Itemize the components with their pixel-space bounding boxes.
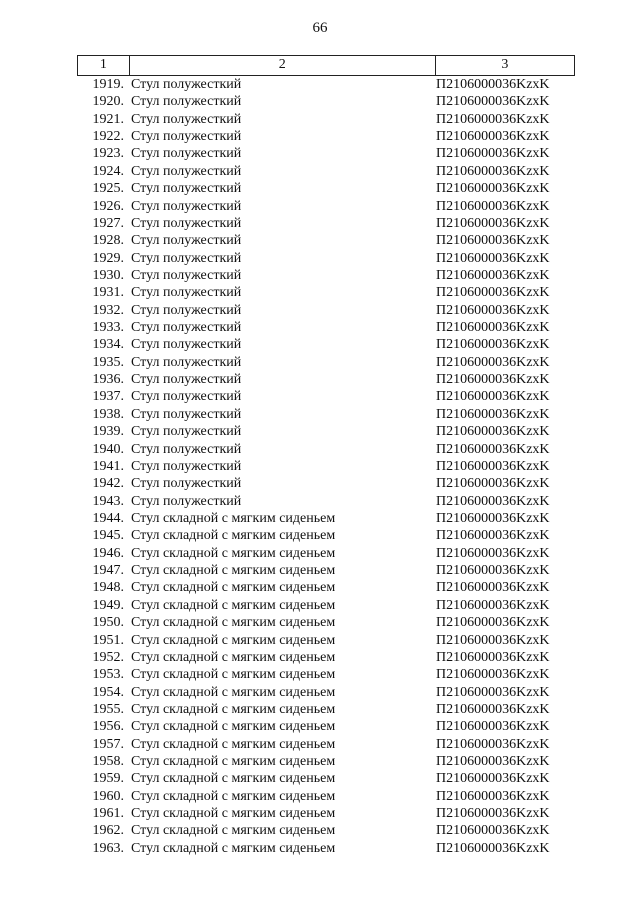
row-number: 1953. [92,667,124,683]
table-row [77,614,575,631]
row-number: 1928. [92,233,124,249]
table-row [77,371,575,388]
table-row [77,128,575,145]
row-number: 1926. [92,198,124,214]
inventory-code: П2106000036KzxK [436,563,550,579]
inventory-code: П2106000036KzxK [436,198,550,214]
table-row [77,666,575,683]
row-number: 1947. [92,563,124,579]
row-number: 1932. [92,302,124,318]
inventory-code: П2106000036KzxK [436,788,550,804]
table-row [77,388,575,405]
row-number: 1941. [92,458,124,474]
inventory-code: П2106000036KzxK [436,129,550,145]
item-name: Стул складной с мягким сиденьем [131,649,336,665]
inventory-code: П2106000036KzxK [436,736,550,752]
table-row [77,788,575,805]
table-row [77,579,575,596]
inventory-code: П2106000036KzxK [436,528,550,544]
inventory-code: П2106000036KzxK [436,615,550,631]
table-row [77,180,575,197]
inventory-code: П2106000036KzxK [436,597,550,613]
inventory-code: П2106000036KzxK [436,806,550,822]
row-number: 1957. [92,736,124,752]
item-name: Стул складной с мягким сиденьем [131,667,336,683]
inventory-code: П2106000036KzxK [436,632,550,648]
table-row [77,545,575,562]
item-name: Стул полужесткий [131,337,242,353]
row-number: 1954. [92,684,124,700]
row-number: 1931. [92,285,124,301]
item-name: Стул складной с мягким сиденьем [131,632,336,648]
inventory-code: П2106000036KzxK [436,476,550,492]
item-name: Стул полужесткий [131,77,242,92]
row-number: 1921. [92,111,124,127]
inventory-code: П2106000036KzxK [436,320,550,336]
table-row [77,458,575,475]
table-row [77,354,575,371]
inventory-code: П2106000036KzxK [436,580,550,596]
row-number: 1919. [92,77,124,92]
table-row [77,753,575,770]
inventory-code: П2106000036KzxK [436,840,550,856]
row-number: 1956. [92,719,124,735]
item-name: Стул полужесткий [131,215,242,231]
inventory-code: П2106000036KzxK [436,684,550,700]
item-name: Стул складной с мягким сиденьем [131,615,336,631]
table-row [77,770,575,787]
table-row [77,736,575,753]
row-number: 1938. [92,406,124,422]
item-name: Стул складной с мягким сиденьем [131,771,336,787]
table-row [77,145,575,162]
item-name: Стул полужесткий [131,354,242,370]
table-row [77,840,575,857]
table-row [77,822,575,839]
inventory-code: П2106000036KzxK [436,701,550,717]
inventory-code: П2106000036KzxK [436,337,550,353]
item-name: Стул складной с мягким сиденьем [131,840,336,856]
table-row [77,597,575,614]
row-number: 1929. [92,250,124,266]
row-number: 1955. [92,701,124,717]
item-name: Стул полужесткий [131,389,242,405]
item-name: Стул полужесткий [131,250,242,266]
table-row [77,718,575,735]
table-row [77,510,575,527]
row-number: 1959. [92,771,124,787]
item-name: Стул складной с мягким сиденьем [131,563,336,579]
row-number: 1963. [92,840,124,856]
item-name: Стул полужесткий [131,146,242,162]
table-row [77,198,575,215]
row-number: 1951. [92,632,124,648]
inventory-code: П2106000036KzxK [436,649,550,665]
table-row [77,250,575,267]
table-row [77,163,575,180]
item-name: Стул складной с мягким сиденьем [131,806,336,822]
item-name: Стул полужесткий [131,285,242,301]
inventory-code: П2106000036KzxK [436,146,550,162]
row-number: 1949. [92,597,124,613]
inventory-code: П2106000036KzxK [436,77,550,92]
row-number: 1937. [92,389,124,405]
table-row [77,302,575,319]
item-name: Стул полужесткий [131,233,242,249]
table-row [77,475,575,492]
inventory-code: П2106000036KzxK [436,441,550,457]
item-name: Стул складной с мягким сиденьем [131,510,336,526]
table-row [77,232,575,249]
item-name: Стул складной с мягким сиденьем [131,597,336,613]
inventory-code: П2106000036KzxK [436,354,550,370]
item-name: Стул складной с мягким сиденьем [131,719,336,735]
inventory-code: П2106000036KzxK [436,424,550,440]
row-number: 1940. [92,441,124,457]
table-row [77,527,575,544]
table-row [77,649,575,666]
row-number: 1933. [92,320,124,336]
table-row [77,215,575,232]
item-name: Стул полужесткий [131,111,242,127]
item-name: Стул полужесткий [131,476,242,492]
table-row [77,93,575,110]
inventory-code: П2106000036KzxK [436,458,550,474]
item-name: Стул полужесткий [131,372,242,388]
row-number: 1944. [92,510,124,526]
inventory-code: П2106000036KzxK [436,233,550,249]
inventory-code: П2106000036KzxK [436,372,550,388]
item-name: Стул складной с мягким сиденьем [131,545,336,561]
row-number: 1943. [92,493,124,509]
inventory-code: П2106000036KzxK [436,267,550,283]
row-number: 1934. [92,337,124,353]
table-row [77,805,575,822]
item-name: Стул полужесткий [131,94,242,110]
row-number: 1961. [92,806,124,822]
row-number: 1945. [92,528,124,544]
item-name: Стул складной с мягким сиденьем [131,684,336,700]
row-number: 1925. [92,181,124,197]
item-name: Стул полужесткий [131,493,242,509]
inventory-code: П2106000036KzxK [436,823,550,839]
row-number: 1946. [92,545,124,561]
row-number: 1935. [92,354,124,370]
table-row [77,336,575,353]
item-name: Стул полужесткий [131,441,242,457]
inventory-code: П2106000036KzxK [436,510,550,526]
row-number: 1930. [92,267,124,283]
table-row [77,493,575,510]
inventory-code: П2106000036KzxK [436,250,550,266]
inventory-code: П2106000036KzxK [436,181,550,197]
row-number: 1936. [92,372,124,388]
row-number: 1950. [92,615,124,631]
inventory-code: П2106000036KzxK [436,94,550,110]
table-row [77,562,575,579]
table-row [77,441,575,458]
row-number: 1962. [92,823,124,839]
table-row [77,632,575,649]
row-number: 1920. [92,94,124,110]
item-name: Стул полужесткий [131,320,242,336]
inventory-code: П2106000036KzxK [436,163,550,179]
inventory-code: П2106000036KzxK [436,302,550,318]
row-number: 1922. [92,129,124,145]
table-row [77,267,575,284]
table-body [77,76,575,857]
item-name: Стул полужесткий [131,129,242,145]
row-number: 1924. [92,163,124,179]
item-name: Стул складной с мягким сиденьем [131,754,336,770]
inventory-code: П2106000036KzxK [436,719,550,735]
inventory-code: П2106000036KzxK [436,667,550,683]
item-name: Стул полужесткий [131,302,242,318]
item-name: Стул складной с мягким сиденьем [131,528,336,544]
row-number: 1927. [92,215,124,231]
item-name: Стул складной с мягким сиденьем [131,736,336,752]
inventory-code: П2106000036KzxK [436,389,550,405]
row-number: 1939. [92,424,124,440]
table-row [77,76,575,93]
inventory-table [77,55,575,857]
column-header-code: 3 [435,56,575,75]
item-name: Стул складной с мягким сиденьем [131,788,336,804]
item-name: Стул полужесткий [131,267,242,283]
table-row [77,684,575,701]
row-number: 1952. [92,649,124,665]
item-name: Стул складной с мягким сиденьем [131,823,336,839]
row-number: 1948. [92,580,124,596]
item-name: Стул полужесткий [131,458,242,474]
inventory-code: П2106000036KzxK [436,754,550,770]
item-name: Стул полужесткий [131,406,242,422]
table-row [77,319,575,336]
inventory-code: П2106000036KzxK [436,771,550,787]
item-name: Стул складной с мягким сиденьем [131,701,336,717]
row-number: 1960. [92,788,124,804]
inventory-code: П2106000036KzxK [436,545,550,561]
item-name: Стул складной с мягким сиденьем [131,580,336,596]
item-name: Стул полужесткий [131,163,242,179]
item-name: Стул полужесткий [131,424,242,440]
inventory-code: П2106000036KzxK [436,215,550,231]
table-row [77,406,575,423]
page-number: 66 [312,20,328,36]
column-header-name: 2 [129,56,435,75]
item-name: Стул полужесткий [131,198,242,214]
table-row [77,701,575,718]
inventory-code: П2106000036KzxK [436,406,550,422]
row-number: 1923. [92,146,124,162]
row-number: 1958. [92,754,124,770]
inventory-code: П2106000036KzxK [436,285,550,301]
row-number: 1942. [92,476,124,492]
table-header-row [77,55,575,76]
table-row [77,284,575,301]
table-row [77,423,575,440]
inventory-code: П2106000036KzxK [436,111,550,127]
column-header-number: 1 [77,56,129,75]
item-name: Стул полужесткий [131,181,242,197]
inventory-code: П2106000036KzxK [436,493,550,509]
table-row [77,111,575,128]
